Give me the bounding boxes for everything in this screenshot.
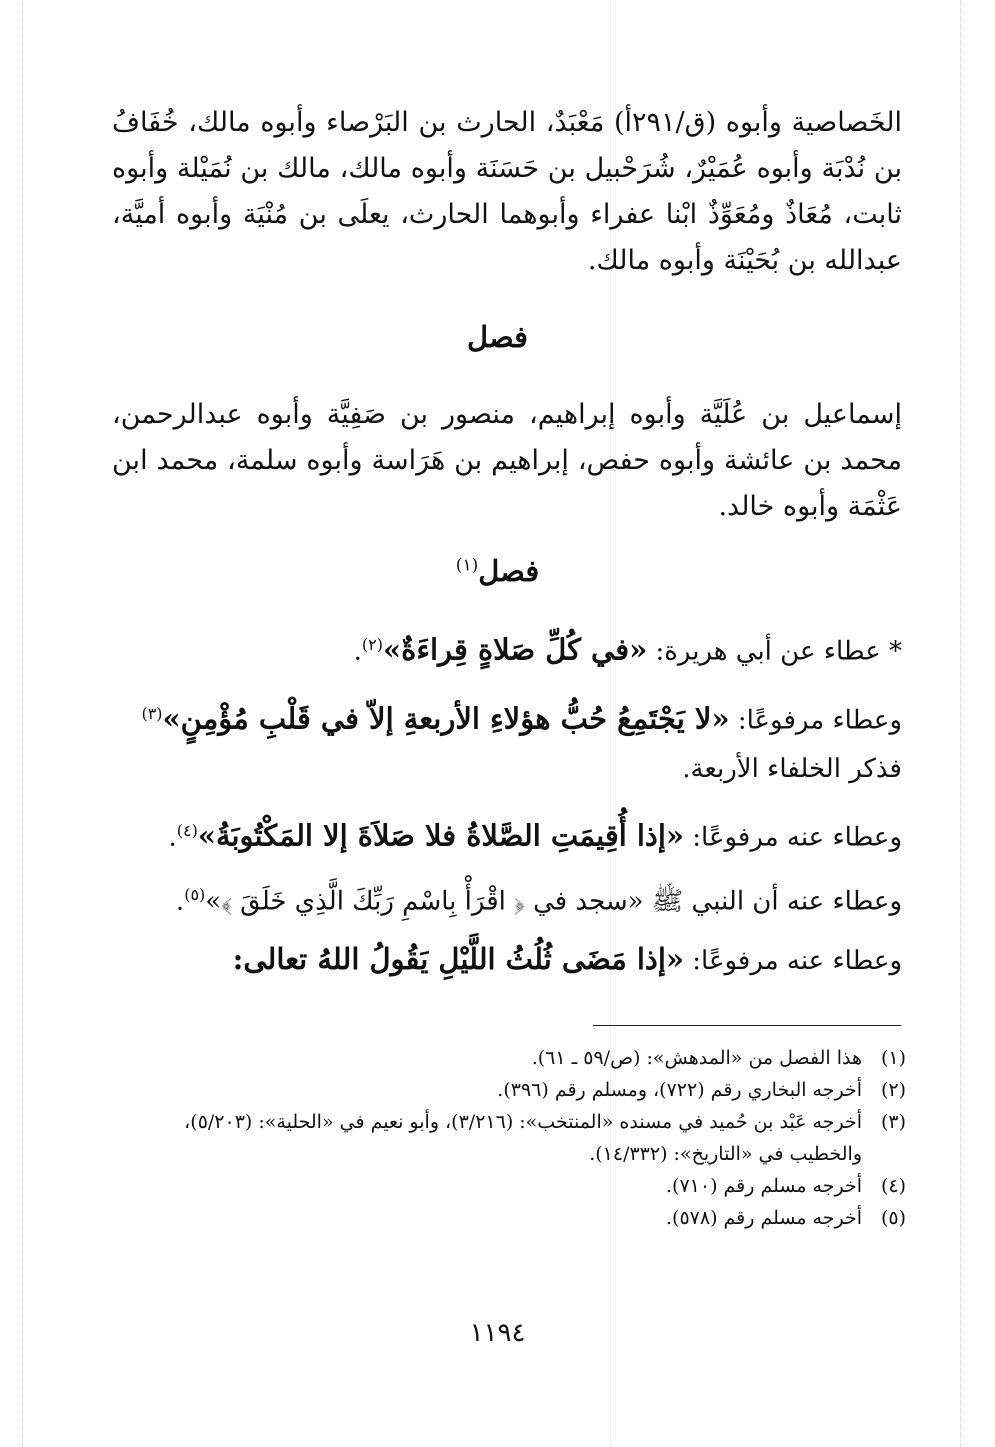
hadith-quote: «في كُلِّ صَلاةٍ قِراءَةٌ»: [383, 632, 648, 667]
footnote-ref: (٢): [361, 635, 383, 654]
hadith-quote: «سجد في ﴿ اقْرَأْ بِاسْمِ رَبِّكَ الَّذِي خَلَقَ ﴾»: [205, 886, 644, 917]
footnote-text: أخرجه عَبْد بن حُميد في مسنده «المنتخب»: (٣/٢١٦)، وأبو نعيم في «الحلية»: (٥/٢٠٣)، والخطيب في «التاريخ»: (١٤/٣٣٢).: [184, 1111, 862, 1165]
footnote-number: (٥): [880, 1207, 906, 1229]
paragraph-names-list-1: [112, 100, 902, 284]
hadith-quote: «لا يَجْتَمِعُ حُبُّ هؤلاءِ الأربعةِ إلاّ في قَلْبِ مُؤْمِنٍ»: [162, 701, 730, 736]
hadith-prefix: وعطاء عنه مرفوعًا:: [684, 822, 902, 853]
hadith-line: [112, 622, 902, 675]
footnote-ref: (٤): [176, 821, 198, 840]
hadith-line: [112, 808, 902, 861]
section-heading-with-ref: [0, 554, 995, 588]
footnote-number: (١): [880, 1047, 906, 1069]
hadith-line: [112, 690, 902, 793]
footnote-item: [130, 1042, 906, 1074]
section-heading-text: فصل: [467, 320, 528, 354]
section-heading: [0, 320, 995, 354]
hadith-line: [112, 936, 902, 984]
hadith-suffix: .: [168, 822, 177, 853]
scan-guide-line: [960, 0, 961, 1447]
hadith-line: [112, 872, 902, 925]
footnote-text: هذا الفصل من «المدهش»: (ص/٥٩ ـ ٦١).: [531, 1047, 862, 1069]
hadith-suffix: .: [175, 886, 185, 917]
footnote-item: [130, 1074, 906, 1106]
hadith-quote: «إذا أُقِيمَتِ الصَّلاةُ فلا صَلاَةَ إلا المَكْتُوبَةُ»: [197, 818, 685, 853]
footnote-number: (٢): [880, 1079, 906, 1101]
footnote-item: [130, 1106, 906, 1170]
footnote-number: (٤): [880, 1175, 906, 1197]
section-heading-text: فصل: [478, 554, 540, 588]
paragraph-text: إسماعيل بن عُلَيَّة وأبوه إبراهيم، منصور بن صَفِيَّة وأبوه عبدالرحمن، محمد بن عائشة وأبوه حفص، إبراهيم بن هَرَاسة وأبوه سلمة، محمد ابن عَثْمَة وأبوه خالد.: [112, 399, 902, 522]
hadith-suffix: فذكر الخلفاء الأربعة.: [682, 753, 902, 784]
footnote-ref: (٣): [141, 704, 163, 723]
hadith-prefix: * عطاء عن أبي هريرة:: [647, 636, 902, 667]
paragraph-names-list-2: [112, 392, 902, 530]
footnotes: [130, 1042, 906, 1234]
footnote-ref: (١): [455, 555, 479, 576]
footnote-text: أخرجه مسلم رقم (٥٧٨).: [665, 1207, 862, 1229]
hadith-prefix: وعطاء عنه أن النبي ﷺ: [643, 886, 902, 917]
footnote-divider: [593, 1025, 901, 1026]
hadith-prefix: وعطاء مرفوعًا:: [729, 705, 902, 736]
footnote-number: (٣): [880, 1111, 906, 1133]
page-number: ١١٩٤: [469, 1318, 526, 1348]
footnote-ref: (٥): [184, 885, 206, 904]
footnote-item: [130, 1170, 906, 1202]
footnote-item: [130, 1202, 906, 1234]
scan-guide-line: [22, 0, 23, 1447]
hadith-suffix: .: [353, 636, 362, 667]
hadith-quote: «إذا مَضَى ثُلُثُ اللَّيْلِ يَقُولُ اللهُ تعالى:: [232, 942, 685, 976]
footnote-text: أخرجه مسلم رقم (٧١٠).: [665, 1175, 862, 1197]
hadith-prefix: وعطاء عنه مرفوعًا:: [684, 946, 902, 976]
paragraph-text: الخَصاصية وأبوه (ق/٢٩١أ) مَعْبَدٌ، الحارث بن البَرْصاء وأبوه مالك، خُفَافُ بن نُدْبَة وأبوه عُمَيْرٌ، شُرَحْبيل بن حَسَنَة وأبوه مالك، مالك بن نُمَيْلة وأبوه ثابت، مُعَاذٌ ومُعَوِّذٌ ابْنا عفراء وأبوهما الحارث، يعلَى بن مُنْيَة وأبوه أميَّة، عبدالله بن بُحَيْنَة وأبوه مالك.: [112, 107, 902, 276]
footnote-text: أخرجه البخاري رقم (٧٢٢)، ومسلم رقم (٣٩٦).: [497, 1079, 862, 1101]
